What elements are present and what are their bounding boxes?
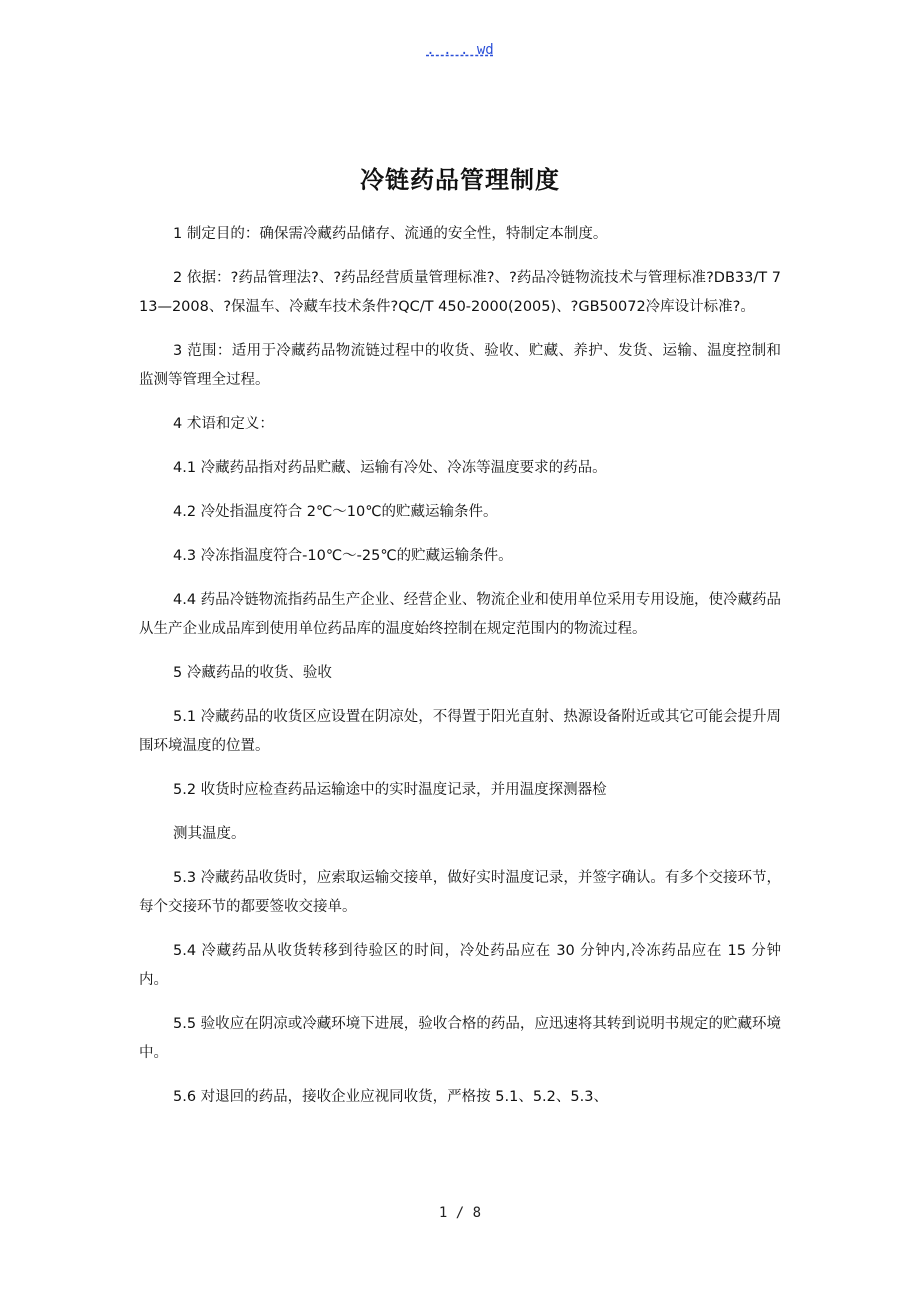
paragraph-scope: 3 范围：适用于冷藏药品物流链过程中的收货、验收、贮藏、养护、发货、运输、温度控制和监测等管理全过程。 [139, 343, 781, 388]
paragraph-5-3: 5.3 冷藏药品收货时，应索取运输交接单，做好实时温度记录，并签字确认。有多个交接环节，每个交接环节的都要签收交接单。 [139, 870, 781, 915]
paragraph-term-4-2: 4.2 冷处指温度符合 2℃～10℃的贮藏运输条件。 [173, 504, 498, 520]
paragraph-term-4-3: 4.3 冷冻指温度符合-10℃～-25℃的贮藏运输条件。 [173, 548, 513, 564]
page-number: 1 / 8 [438, 1205, 482, 1221]
header-link[interactable]: . . . wd [426, 42, 494, 58]
paragraph-5-5: 5.5 验收应在阴凉或冷藏环境下进展，验收合格的药品，应迅速将其转到说明书规定的贮藏环境中。 [139, 1016, 781, 1061]
paragraph-5-1: 5.1 冷藏药品的收货区应设置在阴凉处，不得置于阳光直射、热源设备附近或其它可能会提升周围环境温度的位置。 [139, 709, 781, 754]
paragraph-term-4-4: 4.4 药品冷链物流指药品生产企业、经营企业、物流企业和使用单位采用专用设施，使冷藏药品从生产企业成品库到使用单位药品库的温度始终控制在规定范围内的物流过程。 [139, 592, 781, 637]
paragraph-5-2: 5.2 收货时应检查药品运输途中的实时温度记录，并用温度探测器检 [173, 782, 607, 798]
document-title: 冷链药品管理制度 [360, 165, 560, 194]
paragraph-basis: 2 依据：?药品管理法?、?药品经营质量管理标准?、?药品冷链物流技术与管理标准?DB33/T 713—2008、?保温车、冷藏车技术条件?QC/T 450-2000(2005)、?GB50072冷库设计标准?。 [139, 270, 781, 315]
paragraph-purpose: 1 制定目的：确保需冷藏药品储存、流通的安全性，特制定本制度。 [173, 226, 608, 242]
paragraph-terms-heading: 4 术语和定义： [173, 416, 274, 432]
paragraph-section-5-heading: 5 冷藏药品的收货、验收 [173, 665, 332, 681]
paragraph-5-6: 5.6 对退回的药品，接收企业应视同收货，严格按 5.1、5.2、5.3、 [173, 1089, 608, 1105]
paragraph-5-2-continued: 测其温度。 [173, 826, 246, 842]
document-body [139, 220, 781, 1127]
paragraph-5-4: 5.4 冷藏药品从收货转移到待验区的时间，冷处药品应在 30 分钟内,冷冻药品应在 15 分钟内。 [139, 943, 781, 988]
paragraph-term-4-1: 4.1 冷藏药品指对药品贮藏、运输有冷处、冷冻等温度要求的药品。 [173, 460, 607, 476]
